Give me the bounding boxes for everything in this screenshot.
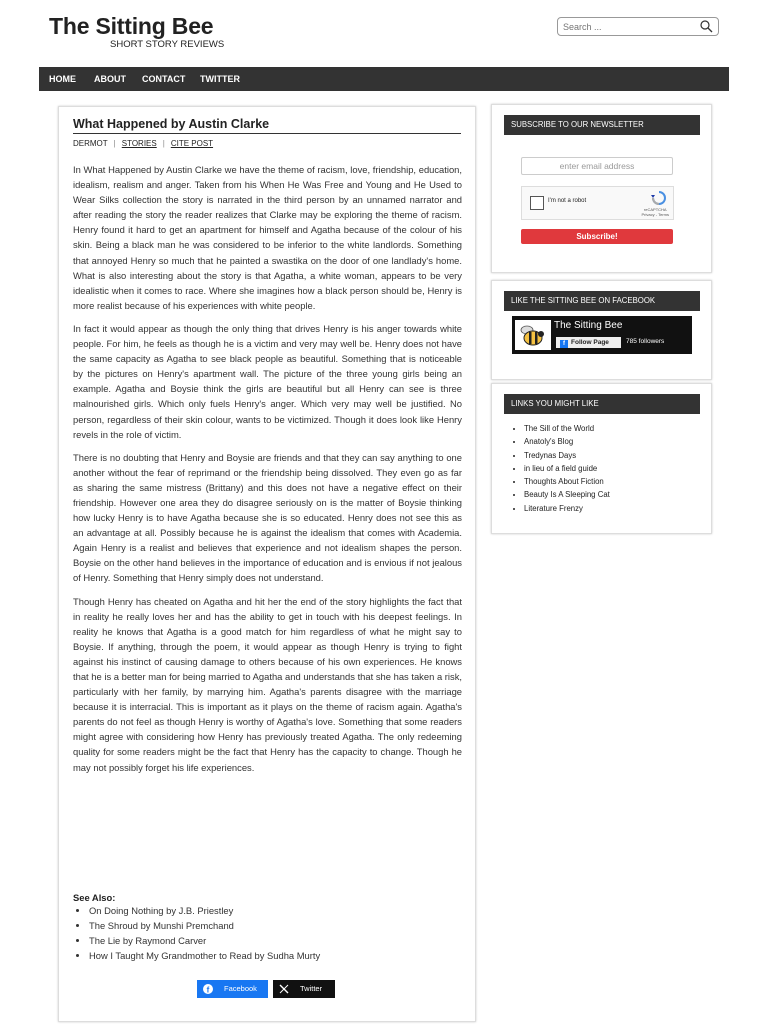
site-tagline: SHORT STORY REVIEWS: [110, 39, 225, 50]
subscribe-button[interactable]: Subscribe!: [521, 229, 673, 244]
facebook-share-button[interactable]: [197, 980, 268, 998]
see-also-list: [73, 903, 320, 963]
post-title: What Happened by Austin Clarke: [73, 117, 461, 134]
nav-contact[interactable]: CONTACT: [142, 74, 186, 84]
recaptcha: [521, 186, 674, 220]
sidebar-link[interactable]: • in lieu of a field guide: [524, 462, 610, 475]
svg-text:f: f: [206, 985, 210, 994]
sidebar-link[interactable]: • The Sill of the World: [524, 422, 610, 435]
post-category[interactable]: STORIES: [121, 139, 157, 148]
cite-post-link[interactable]: CITE POST: [170, 139, 214, 148]
post-paragraph: There is no doubting that Henry and Boysie are friends and that they can say anything to one another without the fear of reprimand or the friendship being dissolved. They even go as far as sharing the same mistress (Brittany) and this does not have a negative effect on their friendship. However one area they do disagree seriously on is the matter of Boysie thinking how lucky Henry is to have Agatha because she is so educated. Henry does not see this as an advantage at all. Possibly because he is against the idealism that comes with Academia. Again Henry is a realist and believes that experience and not idealism shapes the person. Boysie on the other hand believes in the importance of education and is envious if not jealous of Henry. Something that Henry simply does not understand.: [73, 451, 462, 584]
email-field[interactable]: enter email address: [521, 157, 673, 175]
post-paragraph: In fact it would appear as though the only thing that drives Henry is his anger towards white people. For him, he feels as though he is a victim and very may well be. Henry does not have the same capacity as Agatha to see black people as beautiful. Something that is noticeable by the pictures on Henry's apartment wall. The picture of the three young girls being an example. Agatha and Boysie think the girls are beautiful but all Henry can see is three malnourished girls. Which only fuels Henry's anger. Which very may well be justified. No person, regardless of their skin colour, wants to be victimized. Though it does look like Henry revels in the role of victim.: [73, 322, 462, 440]
twitter-share-label: Twitter: [300, 984, 323, 993]
post-meta: DERMOT | STORIES | CITE POST: [73, 139, 214, 148]
facebook-page-name[interactable]: The Sitting Bee: [554, 320, 623, 331]
x-icon: [279, 984, 289, 994]
nav-about[interactable]: ABOUT: [94, 74, 126, 84]
search-input[interactable]: [563, 20, 693, 33]
facebook-widget-heading: LIKE THE SITTING BEE ON FACEBOOK: [504, 291, 700, 311]
recaptcha-icon: [651, 191, 667, 205]
twitter-share-button[interactable]: [273, 980, 335, 998]
bee-logo-icon: [515, 320, 551, 350]
facebook-share-label: Facebook: [224, 984, 257, 993]
recaptcha-text: [642, 207, 669, 217]
nav-home[interactable]: HOME: [49, 74, 76, 84]
sidebar-link[interactable]: • Anatoly's Blog: [524, 435, 610, 448]
facebook-icon: [203, 984, 213, 994]
sidebar-link[interactable]: • Beauty Is A Sleeping Cat: [524, 488, 610, 501]
follow-page-button[interactable]: [556, 337, 621, 348]
nav-twitter[interactable]: TWITTER: [200, 74, 240, 84]
see-also-link[interactable]: • On Doing Nothing by J.B. Priestley: [89, 903, 320, 918]
facebook-page-plugin[interactable]: [512, 316, 692, 354]
main-nav: [39, 67, 729, 91]
post-paragraph: Though Henry has cheated on Agatha and hit her the end of the story highlights the fact that in reality he really loves her and has the ability to get in touch with his deepest feelings. In reality he knows that Agatha is a good match for him regardless of what he might say to Boysie. If anything, through the poem, it would appear as though Henry is trying to fight against his instinct of causing damage to others because of his own experiences. He knows that he is a better man for being married to Agatha and understands that she has taken a risk, particularly with her family, by marrying him. Agatha's parents disagree with the marriage because it is interracial. This is important as it plays on the theme of racism again. Agatha's parents do not feel as though Henry is worthy of Agatha's love. Something that some readers might agree with considering how Henry has previously treated Agatha. The only redeeming quality for some readers might be the fact that Henry has the capacity to change. Though he may not possibly forget his life experiences.: [73, 595, 462, 773]
facebook-icon: f: [560, 340, 568, 348]
see-also-link[interactable]: • The Shroud by Munshi Premchand: [89, 918, 320, 933]
post-author[interactable]: DERMOT: [73, 139, 108, 148]
see-also-heading: See Also:: [73, 892, 116, 903]
post-body: [73, 162, 462, 783]
search-box[interactable]: [557, 17, 719, 36]
recaptcha-brand: reCAPTCHA: [643, 207, 667, 212]
recaptcha-label: I'm not a robot: [548, 198, 587, 204]
site-title[interactable]: The Sitting Bee: [49, 13, 214, 39]
recaptcha-checkbox[interactable]: [530, 196, 544, 210]
follow-page-label: Follow Page: [571, 339, 609, 346]
see-also: [73, 892, 320, 963]
sidebar-link[interactable]: • Tredynas Days: [524, 449, 610, 462]
recaptcha-links[interactable]: Privacy - Terms: [641, 212, 669, 217]
post-content: [58, 106, 476, 1022]
sidebar-link[interactable]: • Thoughts About Fiction: [524, 475, 610, 488]
see-also-link[interactable]: • How I Taught My Grandmother to Read by Sudha Murty: [89, 948, 320, 963]
newsletter-widget: [491, 104, 712, 273]
newsletter-heading: SUBSCRIBE TO OUR NEWSLETTER: [504, 115, 700, 135]
see-also-link[interactable]: • The Lie by Raymond Carver: [89, 933, 320, 948]
facebook-widget: [491, 280, 712, 380]
links-list: [512, 422, 610, 515]
sidebar-link[interactable]: • Literature Frenzy: [524, 502, 610, 515]
links-heading: LINKS YOU MIGHT LIKE: [504, 394, 700, 414]
followers-count: 785 followers: [626, 338, 665, 345]
search-icon[interactable]: [699, 19, 713, 33]
links-widget: [491, 383, 712, 534]
post-paragraph: In What Happened by Austin Clarke we have the theme of racism, love, friendship, education, idealism, realism and anger. Taken from his When He Was Free and Young and He Used to Wear Silks collection the story is narrated in the third person by an unnamed narrator and after reading the story the reader realizes that Clarke may be exploring the theme of racism. Henry found it hard to get an apartment for himself and Agatha because of the colour of his skin. Being a black man he was considered to be inferior to the white landlords. Something that annoyed Henry so much that he painted a swastika on the door of one landlady's home. What is also interesting about the story is that Agatha, a white woman, appears to be very idealistic when it comes to race. Where she imagines how a black person should be, Henry is more realist because of his experiences with white people.: [73, 164, 462, 311]
